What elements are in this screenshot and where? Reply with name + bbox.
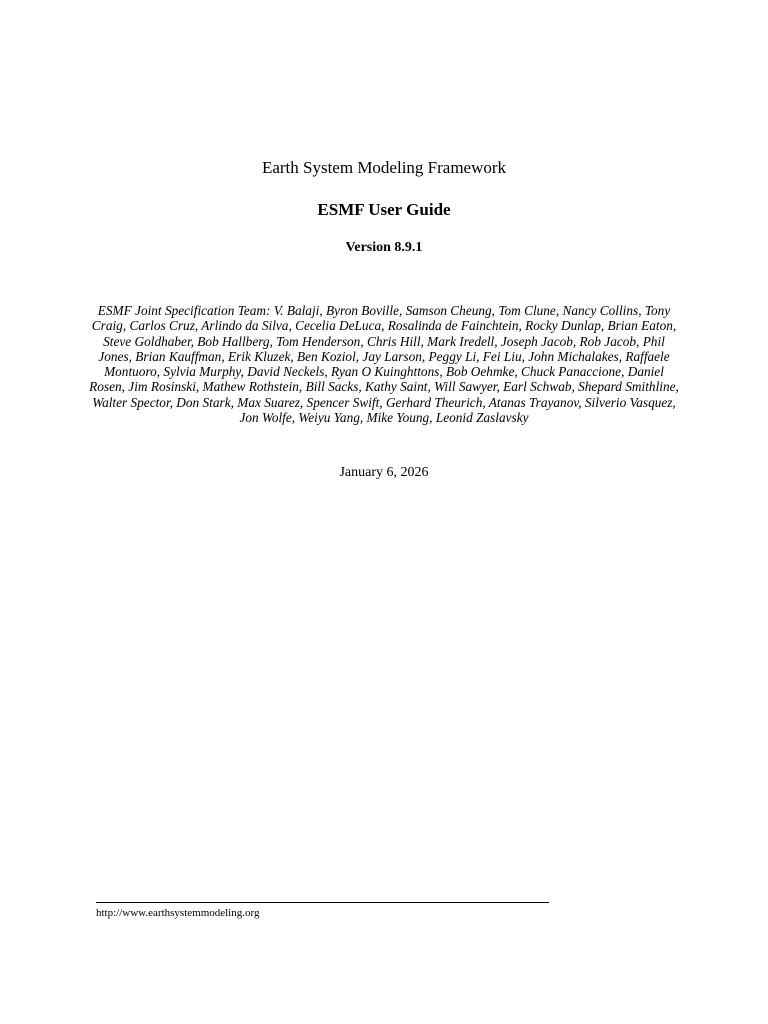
document-version: Version 8.9.1 — [345, 240, 423, 255]
document-title: Earth System Modeling Framework — [261, 158, 507, 177]
author-list: ESMF Joint Specification Team: V. Balaji, Byron Boville, Samson Cheung, Tom Clune, Nancy Collins, Tony Craig, Carlos Cruz, Arlindo da Silva, Cecelia DeLuca, Rosalinda de Fainchtein, Rocky Dunlap, Brian Eaton, Steve Goldhaber, Bob Hallberg, Tom Henderson, Chris Hill, Mark Iredell, Joseph Jacob, Rob Jacob, Phil Jones, Brian Kauffman, Erik Kluzek, Ben Koziol, Jay Larson, Peggy Li, Fei Liu, John Michalakes, Raffaele Montuoro, Sylvia Murphy, David Neckels, Ryan O Kuinghttons, Bob Oehmke, Chuck Panaccione, Daniel Rosen, Jim Rosinski, Mathew Rothstein, Bill Sacks, Kathy Saint, Will Sawyer, Earl Schwab, Shepard Smithline, Walter Spector, Don Stark, Max Suarez, Spencer Swift, Gerhard Theurich, Atanas Trayanov, Silverio Vasquez, Jon Wolfe, Weiyu Yang, Mike Young, Leonid Zaslavsky — [89, 303, 679, 426]
footnote-divider — [96, 902, 549, 903]
document-date: January 6, 2026 — [339, 465, 429, 480]
footnote-url: http://www.earthsystemmodeling.org — [96, 907, 260, 919]
document-subtitle: ESMF User Guide — [317, 200, 451, 219]
